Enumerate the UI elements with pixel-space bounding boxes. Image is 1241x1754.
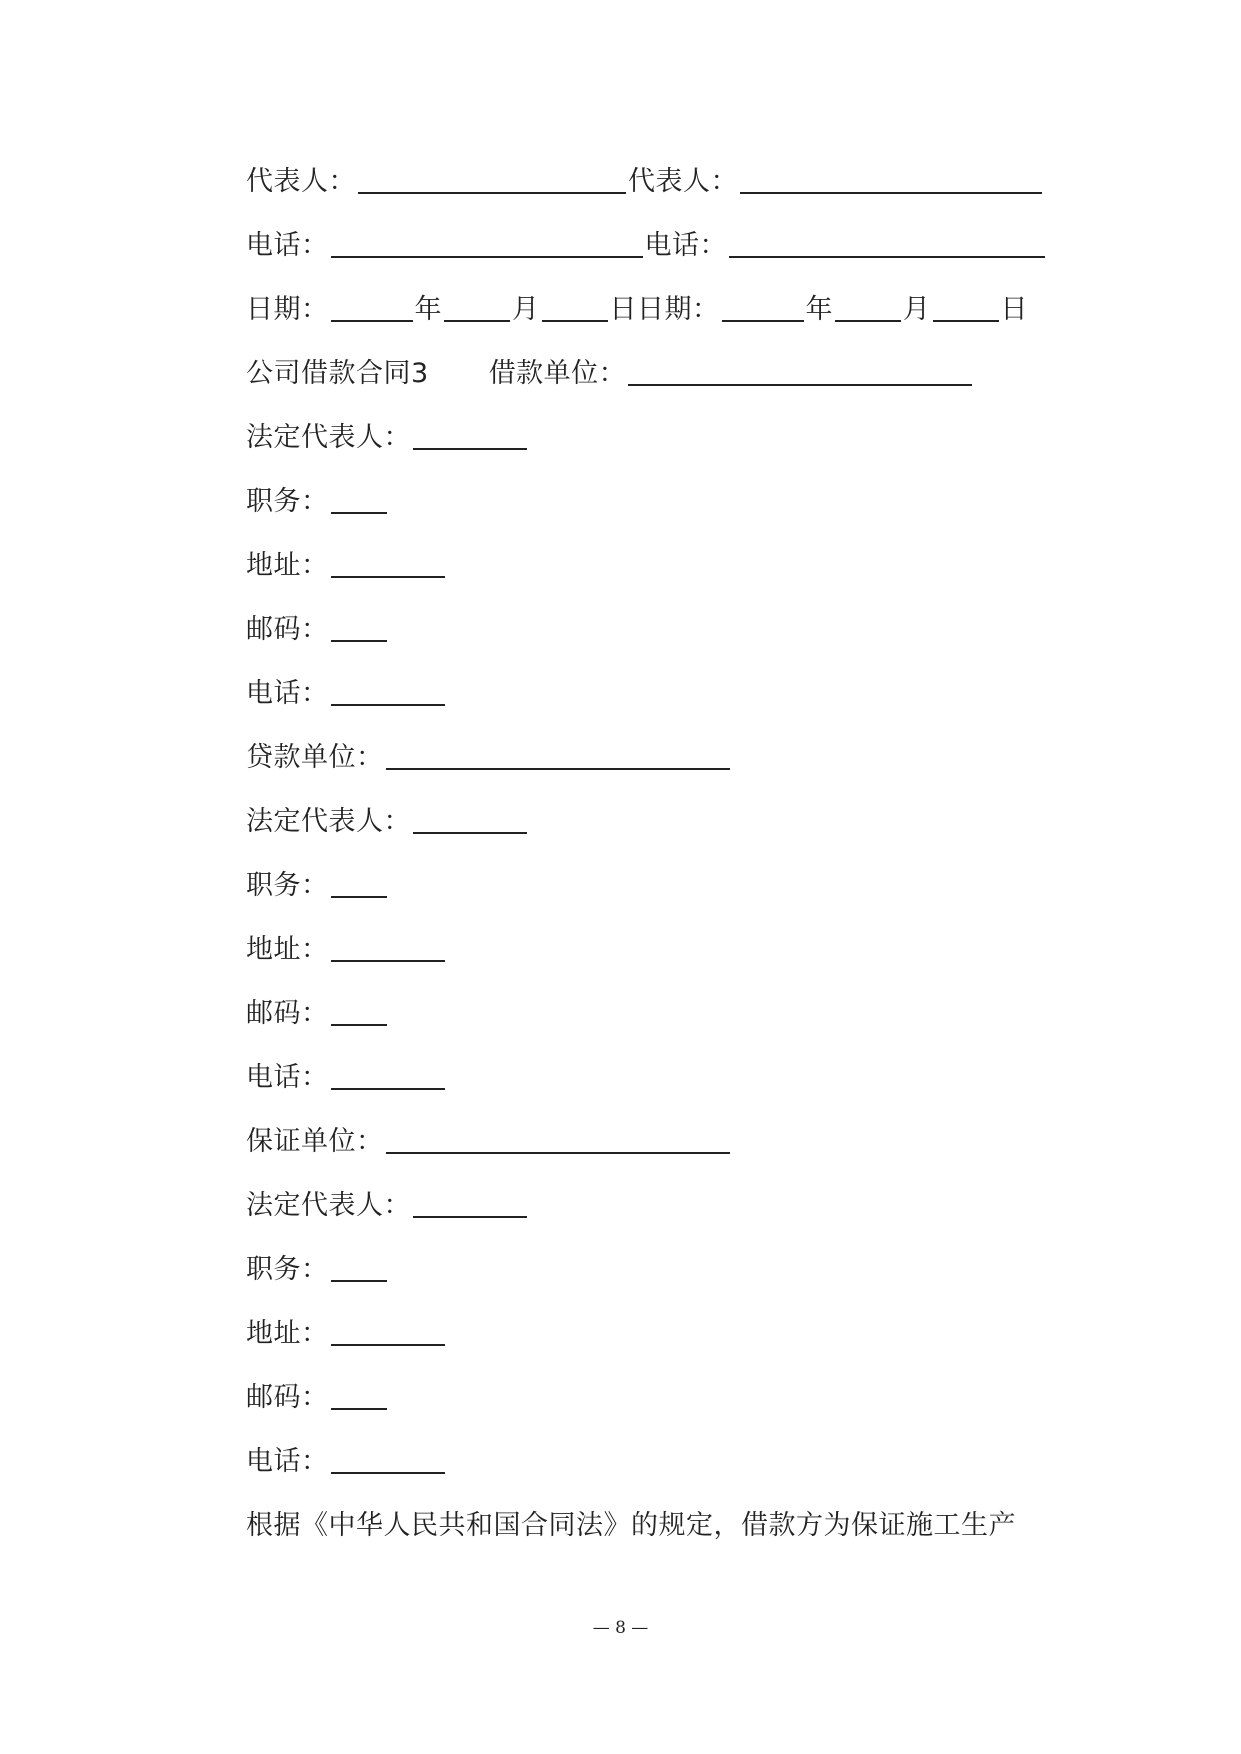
- borrower-legal-rep-label: 法定代表人：: [246, 422, 411, 453]
- year-blank-right: [722, 292, 804, 322]
- tel-label-left: 电话：: [246, 230, 329, 261]
- guarantor-legal-rep-label: 法定代表人：: [246, 1190, 411, 1221]
- borrower-position-blank: [331, 484, 387, 514]
- month-label-right: 月: [903, 294, 931, 325]
- borrower-legal-rep-row: [246, 416, 1046, 460]
- tel-blank-left: [331, 228, 643, 258]
- year-blank-left: [331, 292, 413, 322]
- lender-unit-blank: [386, 740, 730, 770]
- borrower-tel-row: [246, 672, 1046, 716]
- signature-date-row: [246, 288, 1046, 332]
- day-label-right: 日: [1000, 294, 1028, 325]
- contract-heading: 公司借款合同3: [246, 358, 429, 389]
- borrower-address-row: [246, 544, 1046, 588]
- rep-blank-left: [358, 164, 626, 194]
- guarantor-address-row: [246, 1312, 1046, 1356]
- guarantor-tel-row: [246, 1440, 1046, 1484]
- month-blank-left: [444, 292, 510, 322]
- guarantor-address-label: 地址：: [246, 1318, 329, 1349]
- year-label-right: 年: [805, 294, 833, 325]
- rep-label-left: 代表人：: [246, 166, 356, 197]
- lender-address-row: [246, 928, 1046, 972]
- page-number: — 8 —: [592, 1618, 649, 1638]
- guarantor-position-blank: [331, 1252, 387, 1282]
- tel-blank-right: [729, 228, 1045, 258]
- guarantor-unit-blank: [386, 1124, 730, 1154]
- lender-unit-label: 贷款单位：: [246, 742, 384, 773]
- borrower-position-row: [246, 480, 1046, 524]
- lender-address-label: 地址：: [246, 934, 329, 965]
- borrower-postcode-row: [246, 608, 1046, 652]
- borrower-address-label: 地址：: [246, 550, 329, 581]
- lender-legal-rep-row: [246, 800, 1046, 844]
- guarantor-address-blank: [331, 1316, 445, 1346]
- borrower-unit-blank: [628, 356, 972, 386]
- lender-tel-label: 电话：: [246, 1062, 329, 1093]
- guarantor-postcode-row: [246, 1376, 1046, 1420]
- guarantor-legal-rep-blank: [413, 1188, 527, 1218]
- day-blank-right: [933, 292, 999, 322]
- contract-heading-row: [246, 352, 1046, 396]
- lender-postcode-blank: [331, 996, 387, 1026]
- lender-unit-row: [246, 736, 1046, 780]
- borrower-position-label: 职务：: [246, 486, 329, 517]
- guarantor-unit-label: 保证单位：: [246, 1126, 384, 1157]
- lender-position-row: [246, 864, 1046, 908]
- borrower-postcode-blank: [331, 612, 387, 642]
- rep-label-right: 代表人：: [628, 166, 738, 197]
- lender-address-blank: [331, 932, 445, 962]
- lender-position-blank: [331, 868, 387, 898]
- guarantor-legal-rep-row: [246, 1184, 1046, 1228]
- year-label-left: 年: [414, 294, 442, 325]
- date-label-left: 日期：: [246, 294, 329, 325]
- lender-legal-rep-label: 法定代表人：: [246, 806, 411, 837]
- body-paragraph: 根据《中华人民共和国合同法》的规定，借款方为保证施工生产: [246, 1510, 1016, 1541]
- borrower-legal-rep-blank: [413, 420, 527, 450]
- guarantor-postcode-label: 邮码：: [246, 1382, 329, 1413]
- borrower-unit-label: 借款单位：: [488, 358, 627, 389]
- guarantor-unit-row: [246, 1120, 1046, 1164]
- day-label-left: 日: [609, 294, 637, 325]
- rep-blank-right: [740, 164, 1042, 194]
- guarantor-tel-label: 电话：: [246, 1446, 329, 1477]
- lender-tel-blank: [331, 1060, 445, 1090]
- lender-position-label: 职务：: [246, 870, 329, 901]
- guarantor-postcode-blank: [331, 1380, 387, 1410]
- signature-tel-row: [246, 224, 1046, 268]
- guarantor-position-row: [246, 1248, 1046, 1292]
- borrower-tel-blank: [331, 676, 445, 706]
- lender-postcode-label: 邮码：: [246, 998, 329, 1029]
- borrower-tel-label: 电话：: [246, 678, 329, 709]
- lender-tel-row: [246, 1056, 1046, 1100]
- month-blank-right: [835, 292, 901, 322]
- day-blank-left: [542, 292, 608, 322]
- tel-label-right: 电话：: [644, 230, 727, 261]
- signature-rep-row: [246, 160, 1046, 204]
- borrower-postcode-label: 邮码：: [246, 614, 329, 645]
- lender-legal-rep-blank: [413, 804, 527, 834]
- guarantor-tel-blank: [331, 1444, 445, 1474]
- lender-postcode-row: [246, 992, 1046, 1036]
- guarantor-position-label: 职务：: [246, 1254, 329, 1285]
- borrower-address-blank: [331, 548, 445, 578]
- month-label-left: 月: [512, 294, 540, 325]
- date-label-right: 日期：: [637, 294, 720, 325]
